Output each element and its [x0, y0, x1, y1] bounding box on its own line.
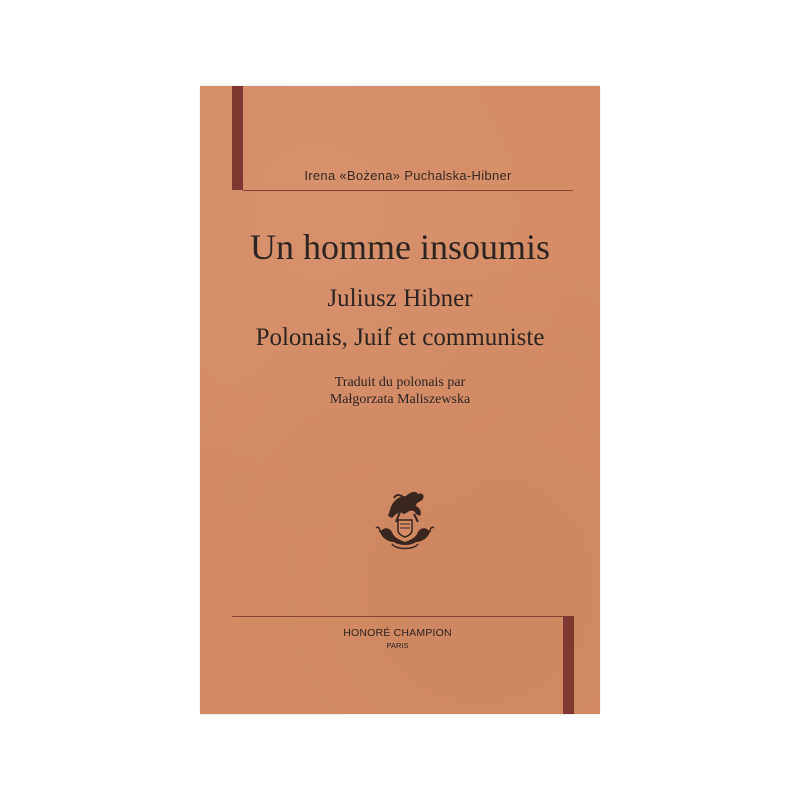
translator-credit: Traduit du polonais par — [334, 375, 466, 390]
cover-rule-top — [243, 190, 573, 191]
publisher-name: HONORÉ CHAMPION — [343, 627, 452, 639]
book-title: Un homme insoumis — [249, 227, 550, 267]
cover-rule-bottom — [232, 616, 563, 617]
publisher-horse-emblem-icon — [370, 476, 440, 556]
book-subtitle-2: Polonais, Juif et communiste — [255, 324, 545, 351]
book-subtitle-1: Juliusz Hibner — [327, 285, 473, 312]
translator-name: Małgorzata Maliszewska — [329, 392, 471, 407]
cover-bar-bottom — [563, 616, 574, 714]
book-author: Irena «Bożena» Puchalska-Hibner — [304, 168, 512, 183]
publisher-city: PARIS — [386, 641, 409, 650]
cover-bar-top — [232, 86, 243, 190]
